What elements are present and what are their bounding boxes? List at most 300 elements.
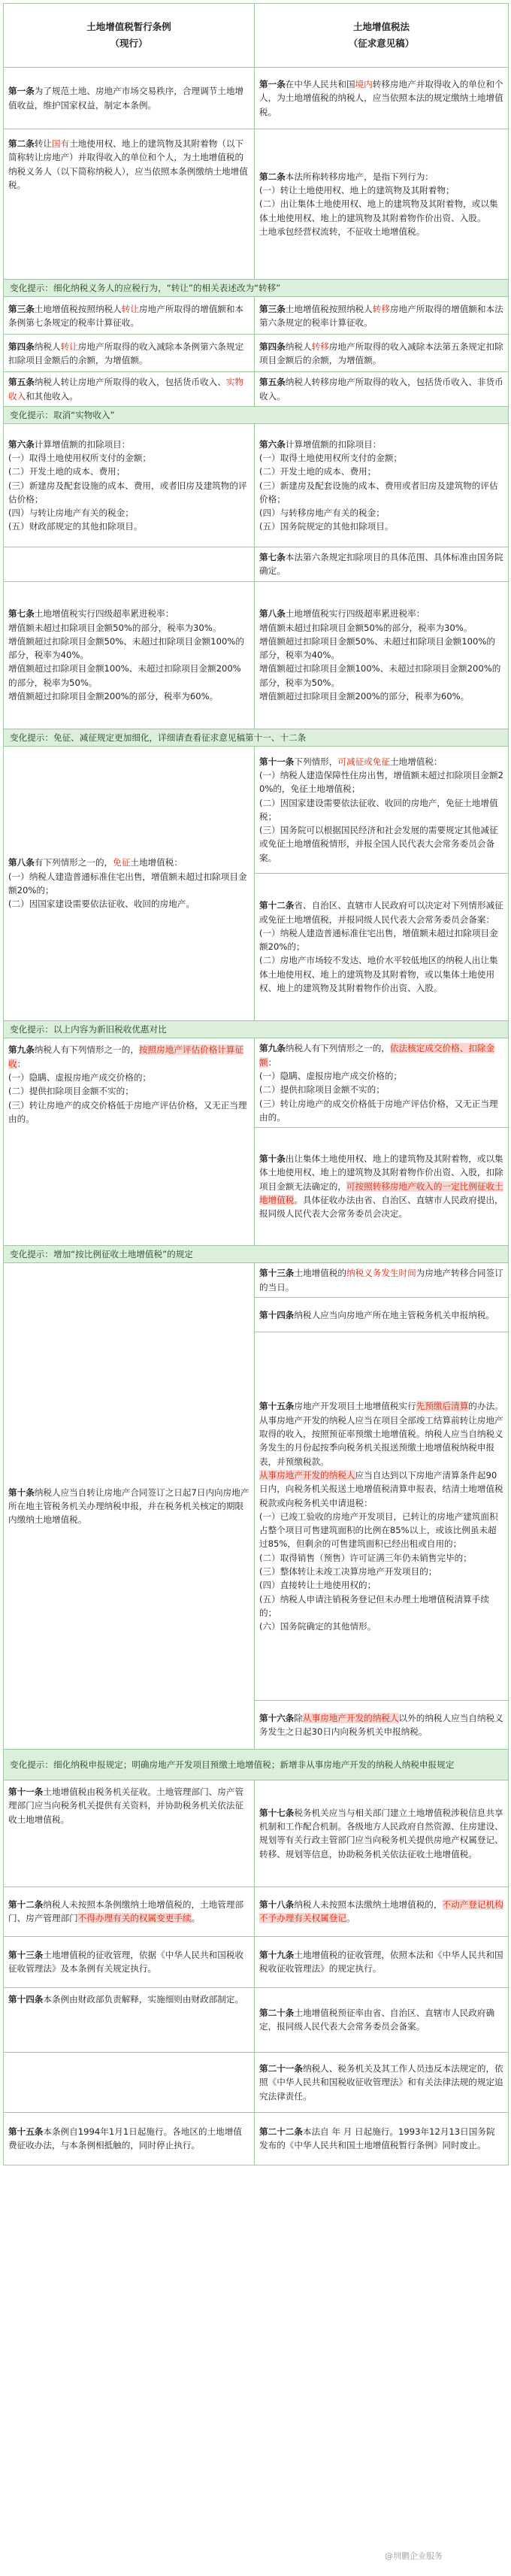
table-row [4, 1936, 509, 1987]
highlighted-change: 转移 [311, 341, 329, 352]
header-left [4, 4, 255, 68]
clause-text [8, 340, 249, 368]
left-cell [4, 297, 255, 335]
clause-text [8, 1948, 249, 1976]
left-cell [4, 1780, 255, 1887]
clause-text [259, 1083, 503, 1096]
clause-fragment: 为房地产转移合同签订的当日。 [259, 1268, 503, 1293]
clause-fragment: (二）取得销售（预售）许可证满三年仍未销售完毕的； [259, 1552, 472, 1563]
clause-fragment: 房地产所取得的收入减除本条例第六条规定扣除项目金额后的余额，为增值额。 [8, 341, 244, 365]
article-number: 第十三条 [8, 1950, 44, 1961]
clause-fragment: 。 [191, 1913, 201, 1924]
clause-fragment: 增值额超过扣除项目金额200%的部分，税率为60%。 [259, 691, 470, 702]
clause-fragment: (三）新建房及配套设施的成本、费用，或者旧房及建筑物的评估价格； [8, 480, 247, 505]
article-number: 第七条 [259, 552, 286, 563]
clause-fragment: 纳税人有下列情形之一的， [285, 1043, 390, 1054]
clause-text [259, 635, 503, 662]
change-note-row [4, 729, 509, 746]
clause-fragment: 下列情形， [294, 756, 338, 767]
left-cell [4, 1936, 255, 1987]
clause-text [259, 1152, 503, 1220]
right-cell [255, 1038, 508, 1127]
clause-fragment: (一）纳税人建造普通标准住宅出售，增值额未超过扣除项目金额20%的； [259, 927, 498, 953]
clause-text [8, 621, 249, 635]
clause-fragment: 增值额超过扣除项目金额100%、未超过扣除项目金额200%的部分，税率为50%。 [259, 663, 501, 688]
right-cell [255, 372, 509, 407]
article-number: 第八条 [259, 608, 286, 620]
table-row [4, 1780, 509, 1887]
left-cell [4, 2052, 255, 2112]
clause-fragment: (四）与转移房地产有关的税金； [259, 508, 385, 519]
clause-fragment: (一）已竣工验收的房地产开发项目，已转让的房地产建筑面积占整个项目可售建筑面积的比例在85%以上，或该比例虽未超过85%，但剩余的可售建筑面积已经出租或自用的； [259, 1511, 498, 1550]
right-cell [255, 1780, 509, 1887]
clause-fragment: 土地增值税： [130, 857, 183, 868]
left-cell [4, 424, 255, 547]
clause-text [259, 550, 503, 578]
right-cell [255, 424, 509, 547]
clause-fragment: 土地增值税的征收管理，依据《中华人民共和国税收征收管理法》及本条例有关规定执行。 [8, 1950, 244, 1974]
clause-fragment: 出让集体土地使用权、地上的建筑物及其附着物，或以集体土地使用权、地上的建筑物及其附着物作价出资、入股，扣除项目金额无法确定的， [259, 1153, 503, 1192]
clause-text [8, 1486, 249, 1527]
article-number: 第三条 [259, 303, 286, 314]
clause-fragment: 房地产所取得的增值额和本条例第七条规定的税率计算征收。 [8, 303, 244, 328]
clause-text [259, 1711, 503, 1739]
clause-text [8, 137, 249, 192]
article-number: 第十九条 [259, 1950, 295, 1961]
change-note: 变化提示：增加“按比例征收土地增值税”的规定 [4, 1245, 509, 1262]
clause-fragment: 增值额未超过扣除项目金额50%的部分，税率为30%。 [8, 622, 222, 633]
highlighted-change: 可按照转移房地产收入的一定比例征收土地增值税 [259, 1180, 503, 1206]
clause-fragment: 本法所称转移房地产，是指下列行为： [285, 171, 434, 182]
header-left-subtitle: （现行） [110, 38, 148, 49]
clause-text [8, 375, 249, 403]
clause-text [8, 635, 249, 662]
clause-fragment: (三）转让房地产的成交价格低于房地产评估价格，又无正当理由的。 [259, 1098, 498, 1123]
clause-text [8, 465, 249, 478]
table-row [4, 1038, 509, 1245]
clause-text [8, 451, 249, 465]
article-number: 第九条 [259, 1043, 286, 1054]
clause-fragment: (五）纳税人申请注销税务登记但未办理土地增值税清算手续的； [259, 1593, 489, 1618]
clause-fragment: 。 [346, 1913, 355, 1924]
article-number: 第十二条 [259, 900, 295, 911]
table-row [4, 1262, 509, 1749]
article-number: 第十二条 [8, 1899, 44, 1911]
clause-fragment: 以外的纳税人应当自纳税义务发生之日起30日内向税务机关申报纳税。 [259, 1712, 503, 1738]
right-cell [255, 68, 509, 129]
left-cell [4, 1262, 255, 1749]
right-cell [255, 2052, 509, 2112]
highlighted-change: 可减征或免征 [337, 756, 390, 767]
clause-fragment: (二）提供扣除项目金额不实的； [8, 1086, 134, 1097]
article-number: 第十七条 [259, 1807, 295, 1818]
watermark: @圳鹏企业服务 [385, 2551, 443, 2561]
article-number: 第二十条 [259, 2008, 295, 2019]
right-cell [255, 1936, 509, 1987]
clause-fragment: 增值额超过扣除项目金额50%、未超过扣除项目金额100%的部分，税率为40%。 [259, 635, 495, 661]
highlighted-change: 转让 [121, 303, 139, 314]
comparison-table [3, 3, 509, 2165]
clause-text [259, 1266, 503, 1294]
clause-text [8, 897, 249, 911]
highlighted-change: 从事房地产开发的纳税人 [259, 1469, 355, 1480]
clause-text [259, 170, 503, 183]
clause-fragment: (六）国务院确定的其他情形。 [259, 1621, 376, 1632]
clause-fragment: 土地增值税实行四级超率累进税率： [34, 608, 174, 620]
right-cell [255, 747, 508, 873]
change-note: 变化提示：取消“实物收入” [4, 406, 509, 423]
highlighted-change: 不动产登记机构不予办理有关权属登记 [259, 1899, 503, 1924]
article-number: 第三条 [8, 303, 35, 314]
clause-text [259, 689, 503, 703]
clause-fragment: (二）因国家建设需要依法征收、收回的房地产。 [8, 899, 195, 910]
left-cell [4, 581, 255, 729]
clause-fragment: 纳税人转让房地产所取得的收入，包括货币收入、 [34, 377, 226, 388]
clause-fragment: 纳税人未按照本法缴纳土地增值税的， [294, 1899, 443, 1911]
clause-text [259, 2006, 503, 2034]
clause-text [8, 1898, 249, 1926]
clause-text [259, 926, 503, 954]
clause-text [8, 689, 249, 703]
clause-fragment: 土地增值税的 [294, 1268, 346, 1279]
right-cell [255, 1987, 509, 2052]
article-number: 第八条 [8, 857, 35, 868]
article-number: 第四条 [8, 341, 35, 352]
article-number: 第七条 [8, 608, 35, 620]
clause-text [259, 1593, 503, 1620]
table-row [4, 2112, 509, 2165]
clause-fragment: (二）房地产市场较不发达、地价水平较低地区的纳税人出让集体土地使用权、地上的建筑物及其附着物，或以集体土地使用权、地上的建筑物及其附着物作价出资、入股。 [259, 955, 498, 994]
article-number: 第十五条 [259, 1401, 295, 1412]
clause-fragment: (一）隐瞒、虚报房地产成交价格的； [8, 1071, 152, 1083]
clause-text [259, 479, 503, 507]
clause-text [259, 451, 503, 465]
clause-text [259, 607, 503, 620]
clause-fragment: 在中华人民共和国 [285, 79, 355, 90]
clause-fragment: (五）财政部规定的其他扣除项目。 [8, 521, 143, 532]
clause-fragment: ： [17, 1058, 26, 1069]
table-row [4, 129, 509, 280]
clause-text [259, 183, 503, 197]
clause-fragment: 纳税人有下列情形之一的， [34, 1044, 139, 1056]
left-cell [4, 1038, 255, 1245]
clause-text [259, 621, 503, 635]
clause-text [259, 1399, 503, 1468]
clause-text [259, 1097, 503, 1125]
right-cell [255, 335, 509, 372]
left-cell [4, 68, 255, 129]
right-cell [255, 1887, 509, 1936]
clause-fragment: 增值额超过扣除项目金额50%、未超过扣除项目金额100%的部分，税率为40%。 [8, 635, 244, 661]
clause-fragment: (二）提供扣除项目金额不实的； [259, 1084, 385, 1096]
table-header-row [4, 4, 509, 68]
change-note-row [4, 1245, 509, 1262]
clause-fragment: (三）国务院可以根据国民经济和社会发展的需要规定其他减征或免征土地增值税情形，并报全国人民代表大会常务委员会备案。 [259, 825, 498, 863]
change-note: 变化提示：免征、减征规定更加细化，详细请查看征求意见稿第十一、十二条 [4, 729, 509, 746]
clause-text [259, 302, 503, 330]
clause-text [259, 2125, 503, 2153]
clause-text [8, 84, 249, 112]
right-cell [255, 1298, 508, 1332]
table-row [4, 372, 509, 407]
right-cell [255, 873, 508, 1020]
clause-fragment: 为了规范土地、房地产市场交易秩序，合理调节土地增值收益，维护国家权益，制定本条例。 [8, 86, 244, 111]
clause-fragment: (一）转让土地使用权、地上的建筑物及其附着物； [259, 185, 455, 196]
clause-fragment: (一）纳税人建造普通标准住宅出售，增值额未超过扣除项目金额20%的； [8, 871, 247, 896]
clause-text [8, 1043, 249, 1071]
clause-fragment: 土地增值税按照纳税人 [285, 303, 373, 314]
article-number: 第十五条 [8, 2126, 44, 2138]
clause-text [259, 197, 503, 225]
header-right-title: 土地增值税法 [352, 21, 410, 32]
clause-fragment: 纳税人应当自转让房地产合同签订之日起7日内向房地产所在地主管税务机关办理纳税申报，并在税务机关核定的期限内缴纳土地增值税。 [8, 1487, 249, 1526]
clause-text [8, 520, 249, 533]
clause-fragment: (四）直接转让土地使用权的； [259, 1580, 376, 1591]
left-cell [4, 547, 255, 582]
clause-text [259, 1948, 503, 1976]
clause-text [259, 77, 503, 119]
right-cell [255, 547, 509, 582]
table-row [4, 297, 509, 335]
right-cell [255, 1263, 508, 1298]
table-row [4, 747, 509, 1021]
clause-fragment: 。具体征收办法由省、自治区、直辖市人民政府提出，报同级人民代表大会常务委员会决定。 [259, 1195, 503, 1220]
clause-text [259, 1551, 503, 1565]
clause-text [259, 1578, 503, 1592]
right-cell [255, 1701, 508, 1749]
clause-fragment: 土地增值税按照纳税人 [34, 303, 122, 314]
change-note-row [4, 406, 509, 423]
table-row [4, 581, 509, 729]
clause-text [8, 1084, 249, 1098]
clause-fragment: 增值额超过扣除项目金额100%、未超过扣除项目金额200%的部分，税率为50%。 [8, 663, 241, 688]
clause-text [259, 506, 503, 520]
article-number: 第五条 [8, 377, 35, 388]
clause-text [259, 340, 503, 368]
clause-fragment: (五）国务院规定的其他扣除项目。 [259, 521, 394, 532]
left-cell [4, 2112, 255, 2165]
clause-fragment: 纳税人转移房地产所取得的收入，包括货币收入、非货币收入。 [259, 377, 503, 402]
article-number: 第一条 [259, 79, 286, 90]
clause-text [259, 899, 503, 926]
article-number: 第二十二条 [259, 2126, 303, 2138]
clause-text [259, 1620, 503, 1633]
highlighted-change: 免征 [113, 857, 131, 868]
clause-fragment: 纳税人 [285, 341, 312, 352]
clause-text [259, 520, 503, 533]
clause-text [8, 662, 249, 689]
clause-fragment: 省、自治区、直辖市人民政府可以决定对下列情形减征或免征土地增值税，并报同级人民代表大会常务委员会备案： [259, 900, 503, 925]
comparison-document [3, 3, 508, 2165]
clause-fragment: 应当自达到以下房地产清算条件起90日内，向税务机关报送土地增值税清算申报表，结清土地增值税税款或向税务机关申请退税： [259, 1469, 503, 1508]
clause-text [259, 1565, 503, 1578]
highlighted-change: 不得办理有关的权属变更手续 [77, 1913, 192, 1924]
clause-text [259, 768, 503, 796]
change-note: 变化提示：细化纳税申报规定；明确房地产开发项目预缴土地增值税；新增非从事房地产开发的纳税人纳税申报规定 [4, 1749, 509, 1780]
article-number: 第一条 [8, 86, 35, 97]
clause-fragment: 纳税人未按照本条例缴纳土地增值税的，土地管理部门、房产管理部门 [8, 1899, 244, 1924]
table-row [4, 547, 509, 582]
left-cell [4, 372, 255, 407]
clause-fragment: ： [268, 1056, 277, 1068]
clause-fragment: (三）新建房及配套设施的成本、费用或者旧房及建筑物的评估价格； [259, 480, 498, 505]
table-row [4, 1887, 509, 1936]
clause-text [259, 465, 503, 478]
right-cell [255, 1128, 508, 1245]
clause-fragment: (一）纳税人建造保障性住房出售，增值额未超过扣除项目金额20%的，免征土地增值税； [259, 769, 503, 795]
highlighted-change: 先预缴后清算 [416, 1401, 469, 1412]
clause-fragment: (三）转让房地产的成交价格低于房地产评估价格，又无正当理由的。 [8, 1099, 247, 1124]
clause-fragment: (二）开发土地的成本、费用； [8, 466, 125, 477]
right-cell [255, 2112, 509, 2165]
article-number: 第六条 [259, 438, 286, 450]
clause-fragment: 土地增值税实行四级超率累进税率： [285, 608, 425, 620]
clause-text [259, 2062, 503, 2103]
clause-fragment: 纳税人 [34, 341, 61, 352]
clause-fragment: 本条例由财政部负责解释，实施细则由财政部制定。 [43, 1993, 244, 2005]
table-row [4, 68, 509, 129]
article-number: 第二条 [259, 171, 286, 182]
clause-fragment: 本法自 年 月 日起施行。1993年12月13日国务院发布的《中华人民共和国土地增值税暂行条例》同时废止。 [259, 2126, 495, 2151]
right-cell [255, 297, 509, 335]
clause-fragment: 土地承包经营权流转，不征收土地增值税。 [259, 226, 425, 237]
clause-text [259, 1069, 503, 1083]
clause-fragment: 土地增值税预征率由省、自治区、直辖市人民政府确定，报同级人民代表大会常务委员会备案。 [259, 2008, 495, 2032]
right-cell [255, 581, 509, 729]
left-cell [4, 1887, 255, 1936]
article-number: 第五条 [259, 377, 286, 388]
table-row [4, 424, 509, 547]
clause-fragment: 房地产所取得的增值额和本法第六条规定的税率计算征收。 [259, 303, 503, 328]
left-cell [4, 335, 255, 372]
clause-text [8, 506, 249, 520]
article-number: 第十条 [259, 1153, 286, 1165]
header-right [255, 4, 509, 68]
article-number: 第十四条 [259, 1309, 295, 1320]
clause-fragment: (三）整体转让未竣工决算房地产开发项目的； [259, 1565, 437, 1577]
table-row [4, 335, 509, 372]
clause-fragment: 纳税人应当向房地产所在地主管税务机关申报纳税。 [294, 1309, 495, 1320]
change-note-row [4, 1749, 509, 1780]
highlighted-change: 纳税义务发生时间 [346, 1268, 416, 1279]
left-cell [4, 1987, 255, 2052]
clause-text [259, 823, 503, 865]
article-number: 第十一条 [259, 756, 295, 767]
clause-fragment: 税务机关应当与相关部门建立土地增值税涉税信息共享机制和工作配合机制。各级地方人民政府自然资源、住房建设、规划等有关行政主管部门应当向税务机关提供房地产权属登记、转移、规划等信息，协助税务机关依法征收土地增值税。 [259, 1807, 503, 1859]
clause-fragment: 有下列情形之一的， [34, 857, 113, 868]
header-right-subtitle: （征求意见稿） [348, 38, 415, 49]
highlighted-change: 依法核定成交价格、扣除金额 [259, 1043, 495, 1068]
clause-text [259, 438, 503, 451]
highlighted-change: 转移 [372, 303, 390, 314]
clause-fragment: 除 [294, 1712, 303, 1723]
clause-fragment: (二）出让集体土地使用权、地上的建筑物及其附着物，或以集体土地使用权、地上的建筑物及其附着物作价出资、入股。 [259, 199, 498, 223]
clause-text [259, 1308, 503, 1322]
clause-fragment: 计算增值额的扣除项目： [285, 438, 382, 450]
clause-fragment: 房地产开发项目土地增值税实行 [294, 1401, 416, 1412]
article-number: 第十条 [8, 1487, 35, 1498]
clause-fragment: (四）与转让房地产有关的税金； [8, 508, 134, 519]
clause-text [8, 1993, 249, 2006]
change-note: 变化提示：细化纳税义务人的应税行为，“转让”的相关表述改为“转移” [4, 280, 509, 297]
highlighted-change: 转让 [60, 341, 78, 352]
clause-text [8, 1785, 249, 1826]
clause-text [8, 1071, 249, 1084]
clause-text [8, 870, 249, 898]
article-number: 第二条 [8, 138, 35, 149]
header-left-title: 土地增值税暂行条例 [86, 21, 171, 32]
clause-fragment: 本条例自1994年1月1日起施行。各地区的土地增值费征收办法，与本条例相抵触的，同时停止执行。 [8, 2126, 242, 2151]
clause-fragment: 土地增值税的征收管理，依照本法和《中华人民共和国税收征收管理法》的规定执行。 [259, 1950, 503, 1974]
highlighted-change: 实物收入 [8, 377, 244, 402]
clause-text [259, 755, 503, 768]
clause-fragment: (二）因国家建设需要依法征收、收回的房地产，免征土地增值税； [259, 797, 498, 822]
clause-fragment: 土地使用权、地上的建筑物及其附着物（以下简称转让房地产）并取得收入的单位和个人，为土地增值税的纳税义务人（以下简称纳税人），应当依照本条例缴纳土地增值税。 [8, 138, 248, 190]
change-note-row [4, 280, 509, 297]
clause-fragment: 增值额未超过扣除项目金额50%的部分，税率为30%。 [259, 622, 473, 633]
change-note-row [4, 1021, 509, 1038]
clause-text [259, 796, 503, 824]
clause-text [259, 1468, 503, 1510]
left-cell [4, 747, 255, 1021]
article-number: 第六条 [8, 438, 35, 450]
clause-text [8, 607, 249, 620]
highlighted-change: 从事房地产开发的纳税人 [303, 1712, 399, 1723]
article-number: 第四条 [259, 341, 286, 352]
clause-text [8, 479, 249, 507]
clause-text [259, 1041, 503, 1069]
right-cell [255, 129, 509, 280]
clause-fragment: 本法第六条规定扣除项目的具体范围、具体标准由国务院确定。 [259, 552, 503, 577]
clause-fragment: (一）取得土地使用权所支付的金额； [8, 452, 152, 463]
clause-fragment: 转移房地产并取得收入的单位和个人，为土地增值税的纳税人，应当依照本法的规定缴纳土地增值税。 [259, 79, 503, 117]
clause-fragment: (一）隐瞒、虚报房地产成交价格的； [259, 1070, 403, 1081]
article-number: 第十六条 [259, 1712, 295, 1723]
clause-text [8, 1099, 249, 1126]
article-number: 第十四条 [8, 1993, 44, 2005]
clause-fragment: 土地增值税由税务机关征收。土地管理部门、房产管理部门应当向税务机关提供有关资料，并协助税务机关依法征收土地增值税。 [8, 1786, 244, 1825]
article-number: 第十三条 [259, 1268, 295, 1279]
clause-fragment: 和其他收入。 [26, 390, 78, 402]
clause-text [8, 856, 249, 869]
left-cell [4, 129, 255, 280]
clause-fragment: (二）开发土地的成本、费用； [259, 466, 376, 477]
right-cell [255, 1332, 508, 1701]
clause-text [259, 1898, 503, 1926]
clause-fragment: (一）取得土地使用权所支付的金额； [259, 452, 403, 463]
clause-fragment: 计算增值额的扣除项目： [34, 438, 131, 450]
clause-fragment: 转让 [34, 138, 52, 149]
clause-text [8, 302, 249, 330]
table-row [4, 2052, 509, 2112]
clause-text [259, 662, 503, 689]
table-row [4, 1987, 509, 2052]
clause-text [8, 2125, 249, 2153]
clause-fragment: 增值额超过扣除项目金额200%的部分，税率为60%。 [8, 691, 219, 702]
clause-text [259, 953, 503, 995]
clause-fragment: 房地产所取得的收入减除本法第五条规定扣除项目金额后的余额，为增值额。 [259, 341, 503, 365]
clause-text [259, 1806, 503, 1861]
article-number: 第九条 [8, 1044, 35, 1056]
article-number: 第十八条 [259, 1899, 295, 1911]
highlighted-change: 国有 [52, 138, 70, 149]
clause-text [259, 1510, 503, 1551]
change-note: 变化提示：以上内容为新旧税收优惠对比 [4, 1021, 509, 1038]
clause-text [8, 438, 249, 451]
clause-fragment: 土地增值税： [389, 756, 443, 767]
highlighted-change: 按照房地产评估价格计算征收 [8, 1044, 244, 1069]
article-number: 第十一条 [8, 1786, 44, 1797]
